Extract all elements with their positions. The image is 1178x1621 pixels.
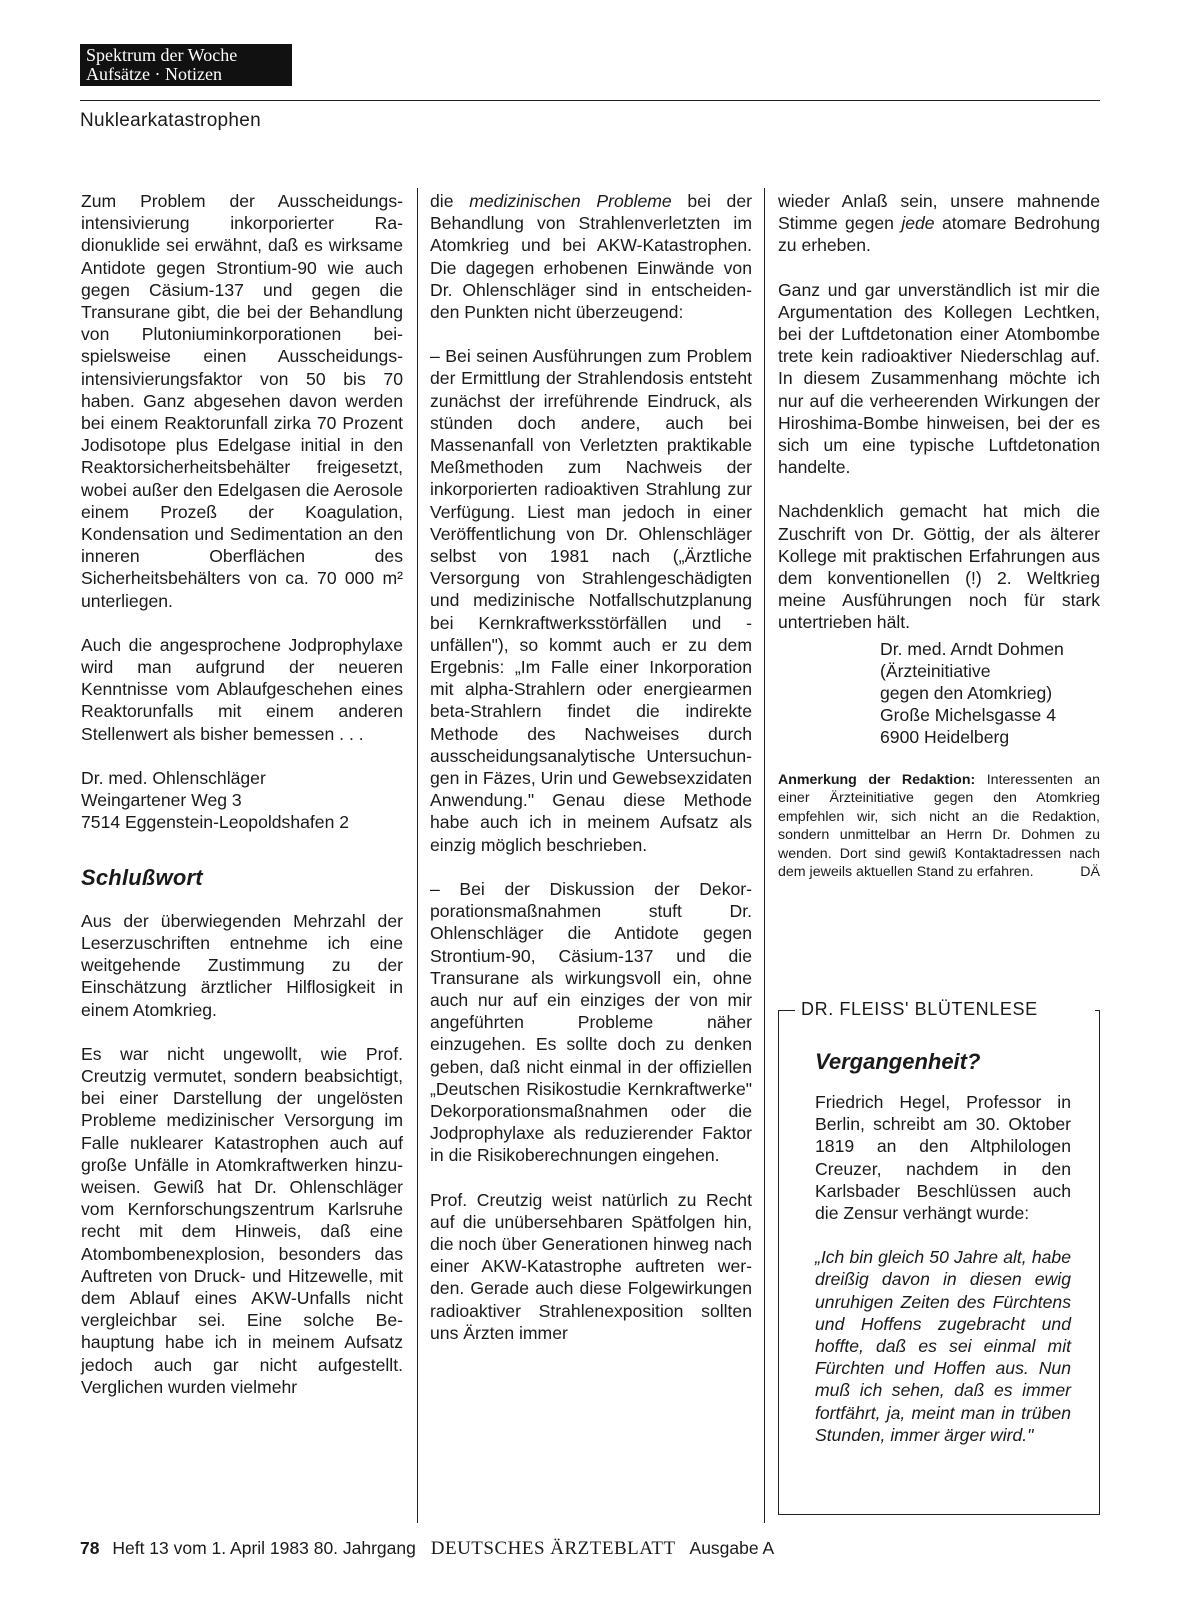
paragraph xyxy=(778,190,1100,257)
signature-line: Dr. med. Arndt Dohmen xyxy=(880,638,1064,659)
signature-line: Große Michelsgasse 4 xyxy=(880,705,1057,726)
box-quote: „Ich bin gleich 50 Jahre alt, habe dreißig davon in diesen ewig unruhigen Zeiten des Fürchtens und Hoffens zugebracht und hoffte, daß es sei einmal mit Fürchten und Hoffen aus. Nun muß ich sehen, daß es immer fortfährt, ja, meint man in trüben Stunden, immer ärger wird." xyxy=(815,1247,1071,1445)
header-rule xyxy=(80,100,1100,101)
signature-line: Weingartener Weg 3 xyxy=(81,790,242,811)
text-run: die xyxy=(430,191,470,211)
paragraph: Aus der überwiegenden Mehrzahl der Leserzuschriften entnehme ich eine weitgehende Zustimmung zu der Einschätzung ärztlicher Hilflosigkeit in einem Atomkrieg. xyxy=(81,910,403,1020)
paragraph: Zum Problem der Ausscheidungsintensivierung inkorporierter Radionuklide sei erwähnt, daß es wirksame Antidote gegen Strontium-90 wie auch gegen Cäsium-137 und gegen die Transurane gibt, die bei der Behandlung von Plutoniuminkorporationen beispielsweise einen Ausscheidungsintensivierungsfaktor von 50 bis 70 haben. Ganz abgesehen davon werden bei einem Reaktorunfall zirka 70 Prozent Jodisotope plus Edelgase initial in den Reaktorsicherheitsbehälter freigesetzt, wobei außer den Edelgasen die Aerosole einem Prozeß der Koagulation, Kondensation und Sedimentation an den inneren Oberflächen des Sicherheitsbehälters von ca. 70 000 m² unterliegen. xyxy=(81,191,403,611)
paragraph xyxy=(430,190,752,323)
issue-info: Heft 13 vom 1. April 1983 80. Jahrgang xyxy=(112,1538,416,1558)
text-run: wieder Anlaß sein, unsere mahnende Stimme gegen xyxy=(778,191,1100,234)
editorial-note xyxy=(778,771,1100,882)
section-tag xyxy=(80,44,292,86)
paragraph: Es war nicht ungewollt, wie Prof. Creutzig vermutet, sondern beabsichtigt, bei einer Darstellung der ungelösten Probleme medizinischer Versorgung im Falle nuklearer Katastrophen auch auf große Unfälle in Atomkraftwerken hinzuweisen. Gewiß hat Dr. Ohlenschläger vom Kernforschungszentrum Karlsruhe recht mit dem Hinweis, daß eine Atombombenexplosion, besonders das Auftreten von Druck- und Hitzewelle, mit dem Ablauf eines AKW-Unfalls nicht vergleichbar sei. Eine solche Behauptung habe ich in meinem Aufsatz jedoch auch gar nicht aufgestellt. Verglichen wurden vielmehr xyxy=(81,1043,403,1397)
paragraph: Ganz und gar unverständlich ist mir die Argumentation des Kollegen Lechtken, bei der Luftdetonation einer Atombombe trete kein radioaktiver Niederschlag auf. In diesem Zusammenhang möchte ich nur auf die verheerenden Wirkungen der Hiroshima-Bombe hinweisen, bei der es sich um eine typische Luftdetonation handelte. xyxy=(778,279,1100,478)
box-title: Vergangenheit? xyxy=(815,1049,981,1074)
column-2 xyxy=(430,190,752,1366)
column-divider xyxy=(417,188,418,1523)
text-run: bei der Behandlung von Strahlenverletzten im Atomkrieg und bei AKW-Katastrophen. Die dagegen erhobenen Einwände von Dr. Ohlenschläger sind in entscheidenden Punkten nicht überzeugend: xyxy=(430,191,752,323)
signature-line: (Ärzteinitiative xyxy=(880,660,991,681)
column-1 xyxy=(81,190,403,1420)
paragraph: – Bei seinen Ausführungen zum Problem der Ermittlung der Strahlendosis entsteht zunächst der irreführende Eindruck, als stünden doch andere, auch bei Massenanfall von Verletzten praktikable Meßmethoden zum Nachweis der inkorporierten radioaktiven Strahlung zur Verfügung. Liest man jedoch in einer Veröffentlichung von Dr. Ohlenschläger selbst von 1981 nach („Ärztliche Versorgung von Strahlengeschädigten und medizinische Notfallschutzplanung bei Kernkraftwerksstörfällen und -unfällen"), so kommt auch er zu dem Ergebnis: „Im Falle einer Inkorporation mit alpha-Strahlern oder energiearmen beta-Strahlern findet die indirekte Methode des Nachweises durch ausscheidungsanalytische Untersuchungen in Fäzes, Urin und Gewebsexzidaten Anwendung." Genau diese Methode habe auch ich in meinem Aufsatz als einzig möglich beschrieben. xyxy=(430,346,752,855)
section-tag-line1: Spektrum der Woche xyxy=(86,45,238,65)
signature-line: gegen den Atomkrieg) xyxy=(880,683,1053,704)
paragraph: – Bei der Diskussion der Dekorporationsmaßnahmen stuft Dr. Ohlenschläger die Antidote gegen Strontium-90, Cäsium-137 und die Transurane als wirkungsvoll ein, ohne auch nur auf ein einziges der von mir angeführten Probleme näher einzugehen. Es sollte doch zu denken geben, daß nicht einmal in der offiziellen „Deutschen Risikostudie Kernkraftwerke" Dekorporationsmaßnahmen oder die Jodprophylaxe als reduzierender Faktor in die Risikoberechnungen eingehen. xyxy=(430,878,752,1166)
text-run: atomare Bedrohung zu erheben. xyxy=(778,213,1100,256)
signature-ohlenschlaeger xyxy=(81,767,403,834)
box-intro: Friedrich Hegel, Professor in Berlin, schreibt am 30. Oktober 1819 an den Altphilologen Creuzer, nachdem in den Karlsbader Beschlüssen auch die Zensur verhängt wurde: xyxy=(815,1092,1071,1224)
column-3 xyxy=(778,190,1100,882)
editorial-note-label: Anmerkung der Redaktion: xyxy=(778,771,976,788)
column-divider xyxy=(764,188,765,1523)
page-footer xyxy=(80,1538,774,1560)
page-number: 78 xyxy=(80,1538,100,1558)
box-header: DR. FLEISS' BLÜTENLESE xyxy=(795,999,1095,1020)
signature-dohmen xyxy=(880,638,1100,749)
section-tag-line2: Aufsätze · Notizen xyxy=(86,64,222,84)
signature-line: 6900 Heidelberg xyxy=(880,727,1010,748)
journal-name: DEUTSCHES ÄRZTEBLATT xyxy=(430,1538,676,1559)
edition: Ausgabe A xyxy=(689,1538,775,1558)
rubric-title: Nuklearkatastrophen xyxy=(80,110,262,131)
emphasis: medizinischen Probleme xyxy=(469,191,672,211)
closing-heading: Schlußwort xyxy=(81,865,203,891)
editorial-note-text: Interessenten an einer Ärzteinitiative gegen den Atomkrieg empfehlen wir, sich nicht an die Redaktion, sondern unmittelbar an Herrn Dr. Dohmen zu wenden. Dort sind gewiß Kontaktadressen nach dem jeweils aktuellen Stand zu erfahren. xyxy=(778,771,1100,881)
paragraph: Auch die angesprochene Jodprophylaxe wird man aufgrund der neueren Kenntnisse vom Ablaufgeschehen eines Reaktorunfalls mit einem anderen Stellenwert als bisher bemessen . . . xyxy=(81,634,403,744)
signature-line: 7514 Eggenstein-Leopoldshafen 2 xyxy=(81,812,350,833)
editorial-note-signature: DÄ xyxy=(1080,864,1100,881)
signature-line: Dr. med. Ohlenschläger xyxy=(81,767,266,788)
paragraph: Nachdenklich gemacht hat mich die Zuschrift von Dr. Göttig, der als älterer Kollege mit praktischen Erfahrungen aus dem konventionellen (!) 2. Weltkrieg meine Ausführungen noch für stark untertrieben hält. xyxy=(778,501,1100,633)
emphasis: jede xyxy=(901,213,935,234)
paragraph: Prof. Creutzig weist natürlich zu Recht auf die unübersehbaren Spätfolgen hin, die noch über Generationen hinweg nach einer AKW-Katastrophe auftreten werden. Gerade auch diese Folgewirkungen radioaktiver Strahlenexposition sollten uns Ärzten immer xyxy=(430,1189,752,1343)
bluetenlese-box xyxy=(778,999,1100,1515)
